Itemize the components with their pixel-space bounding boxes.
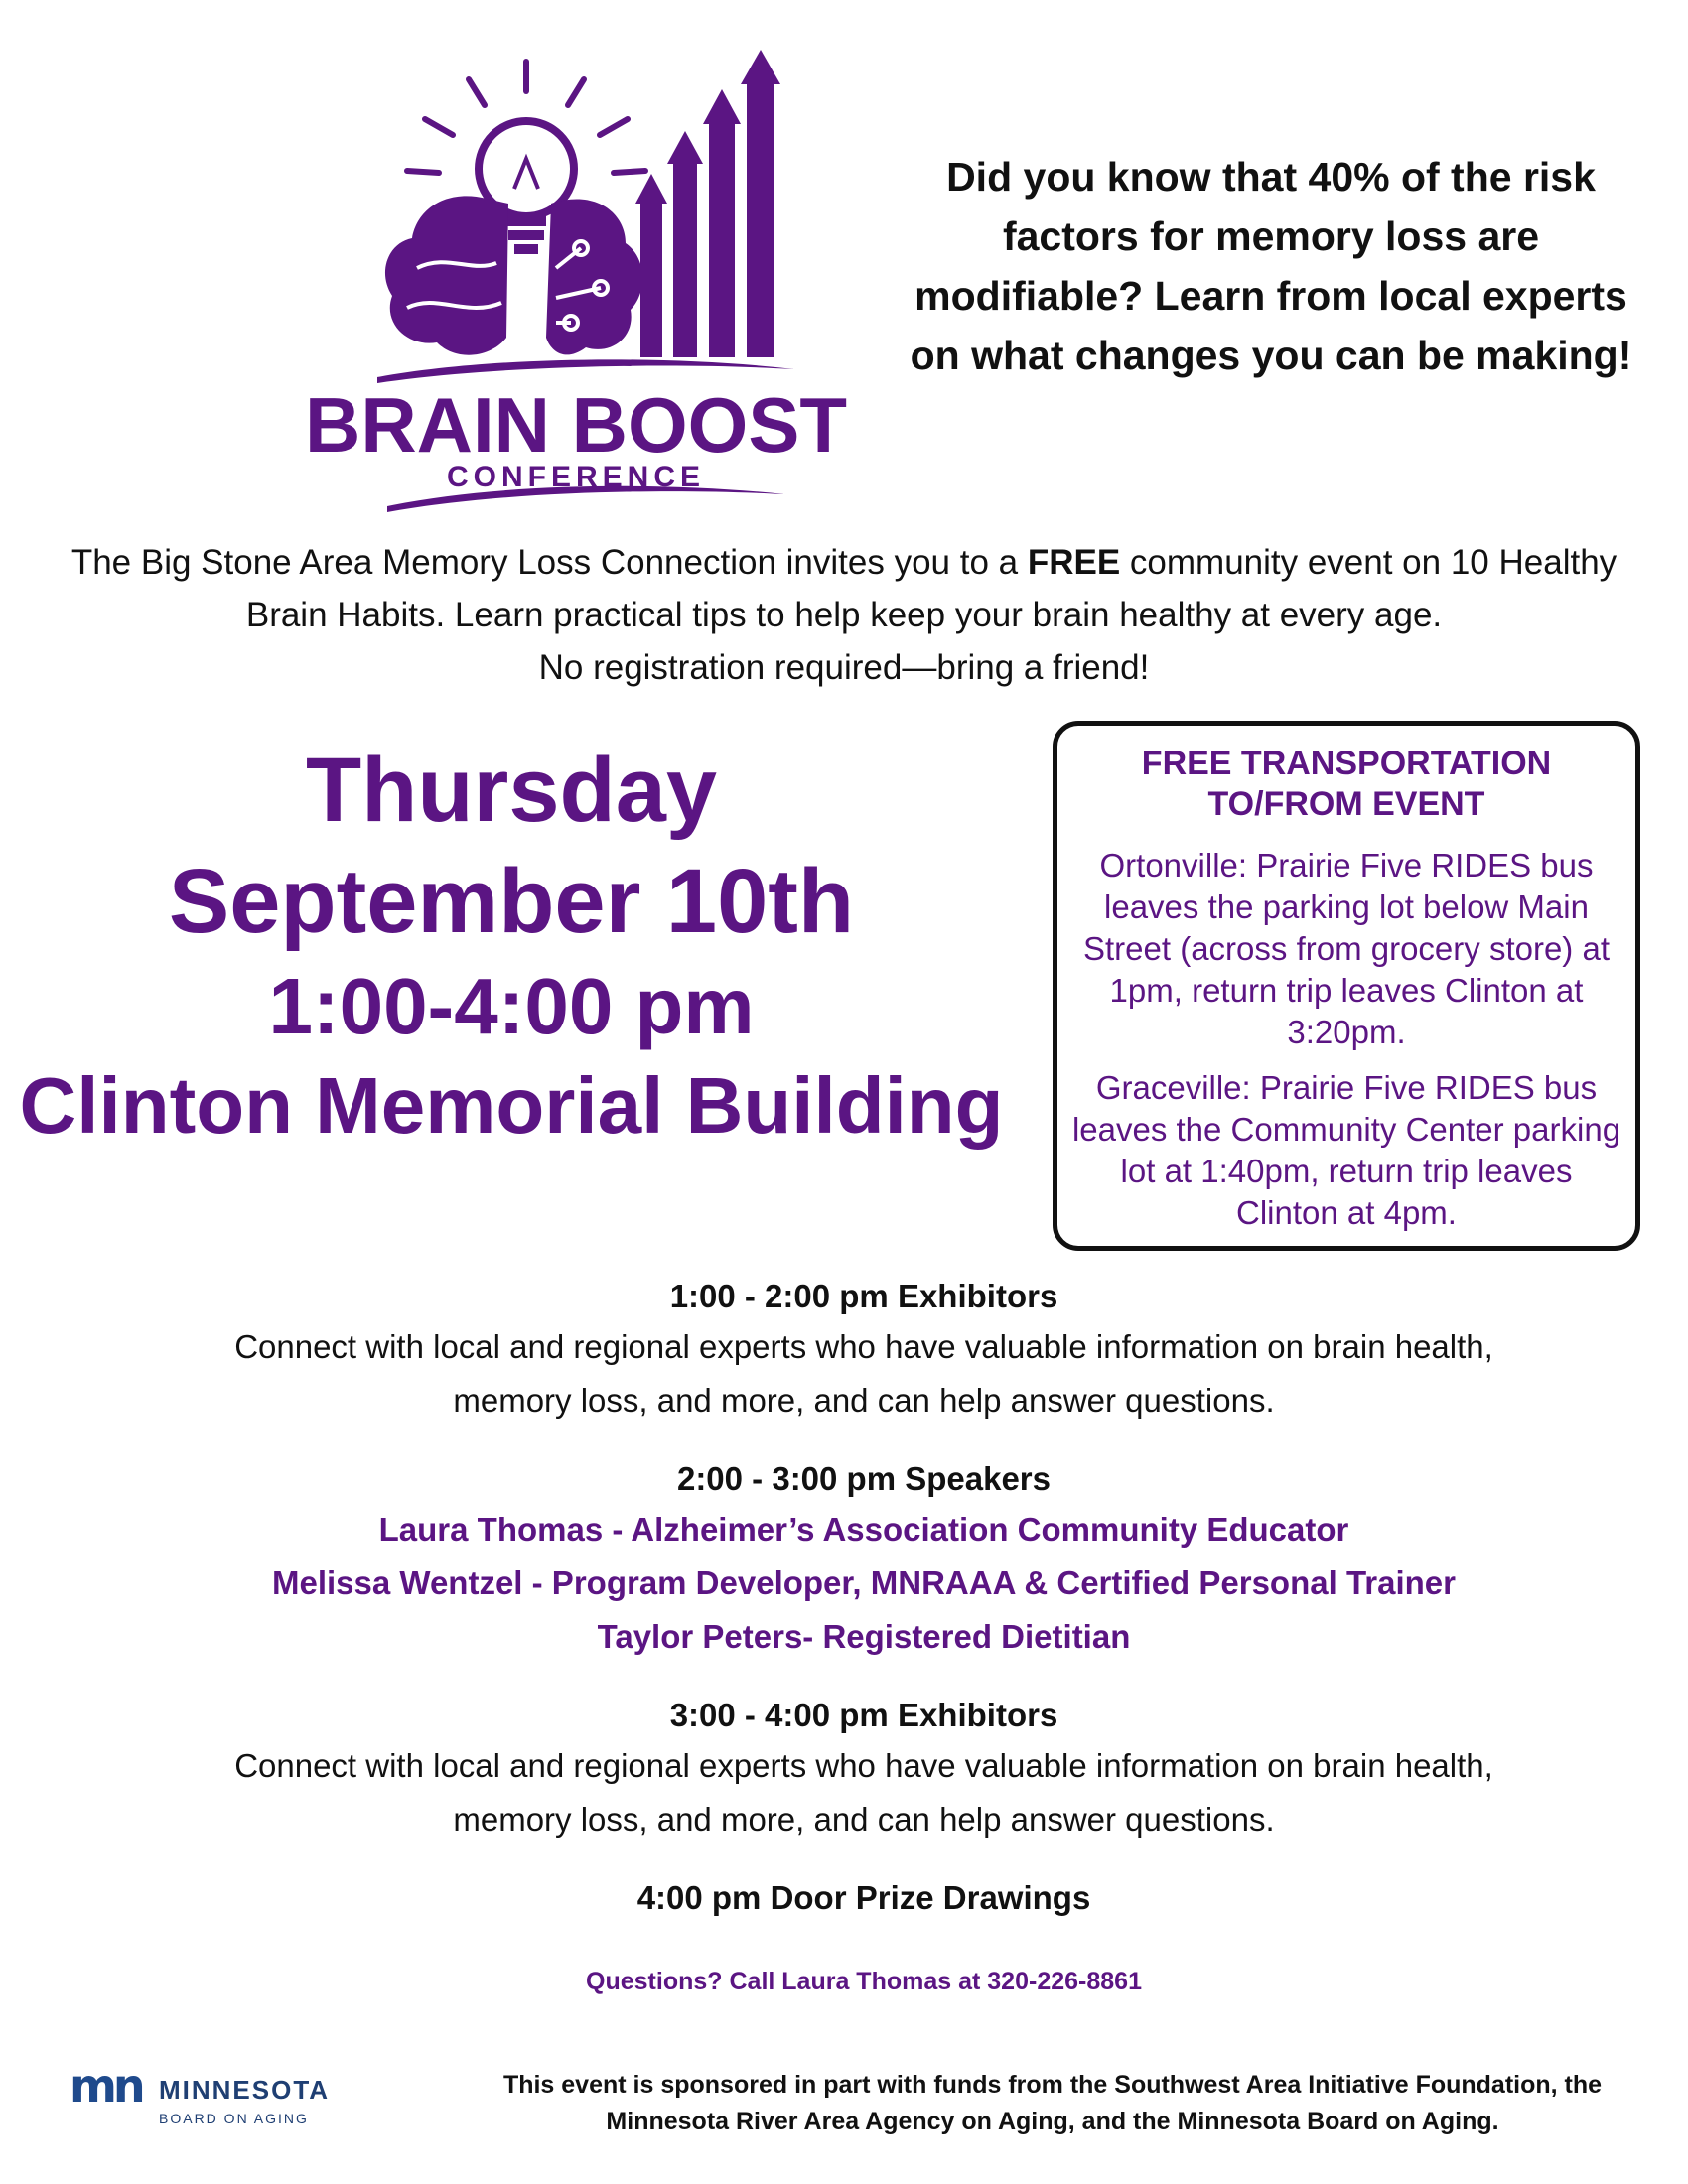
transportation-title-line1: FREE TRANSPORTATION (1141, 745, 1552, 782)
speaker-item: Taylor Peters- Registered Dietitian (597, 1618, 1131, 1655)
questions-contact: Questions? Call Laura Thomas at 320-226-8861 (586, 1968, 1142, 1995)
speaker-item: Laura Thomas - Alzheimer’s Association Community Educator (378, 1511, 1349, 1548)
logo-subtitle: CONFERENCE (446, 461, 706, 493)
event-day: Thursday (305, 740, 718, 841)
sponsor-line1: This event is sponsored in part with funds from the Southwest Area Initiative Foundation, the (502, 2071, 1603, 2099)
schedule-block-2 (60, 1457, 1668, 1664)
invite-free: FREE (1027, 543, 1121, 582)
invite-line3: No registration required—bring a friend! (538, 648, 1150, 687)
mn-logo-subtitle: BOARD ON AGING (159, 2111, 309, 2126)
minnesota-board-on-aging-logo (70, 2059, 367, 2148)
schedule-block-4-heading: 4:00 pm Door Prize Drawings (636, 1879, 1091, 1916)
invite-paragraph (40, 536, 1648, 694)
speaker-item: Melissa Wentzel - Program Developer, MNRAAA & Certified Personal Trainer (272, 1565, 1456, 1601)
transportation-box (1053, 721, 1640, 1251)
mn-logo-name: MINNESOTA (159, 2075, 331, 2105)
schedule-block-3-desc-line1: Connect with local and regional experts who have valuable information on brain health, (234, 1747, 1493, 1784)
schedule-block-1-heading: 1:00 - 2:00 pm Exhibitors (669, 1278, 1058, 1314)
schedule-block-4 (60, 1876, 1668, 1920)
transportation-graceville: Graceville: Prairie Five RIDES bus leaves the Community Center parking lot at 1:40pm, return trip leaves Clinton at 4pm. (1071, 1069, 1621, 1231)
event-location: Clinton Memorial Building (19, 1061, 1004, 1150)
mn-logo-mark-icon: mn (70, 2059, 142, 2113)
event-date: September 10th (168, 851, 855, 952)
schedule-block-1-desc-line1: Connect with local and regional experts who have valuable information on brain health, (234, 1328, 1493, 1365)
schedule-block-1 (60, 1275, 1668, 1428)
transportation-title-line2: TO/FROM EVENT (1207, 785, 1485, 823)
sponsor-line2: Minnesota River Area Agency on Aging, and the Minnesota Board on Aging. (606, 2108, 1499, 2135)
event-time: 1:00-4:00 pm (268, 962, 755, 1050)
intro-question: Did you know that 40% of the risk factors for memory loss are modifiable? Learn from local experts on what changes you can be making! (910, 154, 1632, 378)
logo-swoosh-top (377, 359, 794, 383)
event-details (0, 735, 1023, 1156)
brain-boost-logo-graphic (298, 40, 854, 516)
logo-title: BRAIN BOOST (305, 381, 847, 469)
invite-part2: community event on 10 Healthy Brain Habits. Learn practical tips to help keep your brain healthy at every age. (245, 543, 1618, 634)
invite-text (40, 536, 1648, 641)
invite-part1: The Big Stone Area Memory Loss Connection invites you to a (70, 543, 1028, 582)
sponsor-note (467, 2067, 1638, 2140)
schedule-block-3 (60, 1694, 1668, 1846)
transportation-ortonville: Ortonville: Prairie Five RIDES bus leaves the parking lot below Main Street (across from grocery store) at 1pm, return trip leaves Clinton at 3:20pm. (1083, 847, 1610, 1050)
schedule-block-3-heading: 3:00 - 4:00 pm Exhibitors (669, 1697, 1058, 1733)
brain-boost-logo (298, 40, 854, 516)
bar-chart-arrows-icon (635, 50, 780, 357)
schedule-block-1-desc-line2: memory loss, and more, and can help answer questions. (453, 1382, 1275, 1419)
schedule-block-2-heading: 2:00 - 3:00 pm Speakers (676, 1460, 1052, 1497)
schedule-block-3-desc-line2: memory loss, and more, and can help answer questions. (453, 1801, 1275, 1838)
